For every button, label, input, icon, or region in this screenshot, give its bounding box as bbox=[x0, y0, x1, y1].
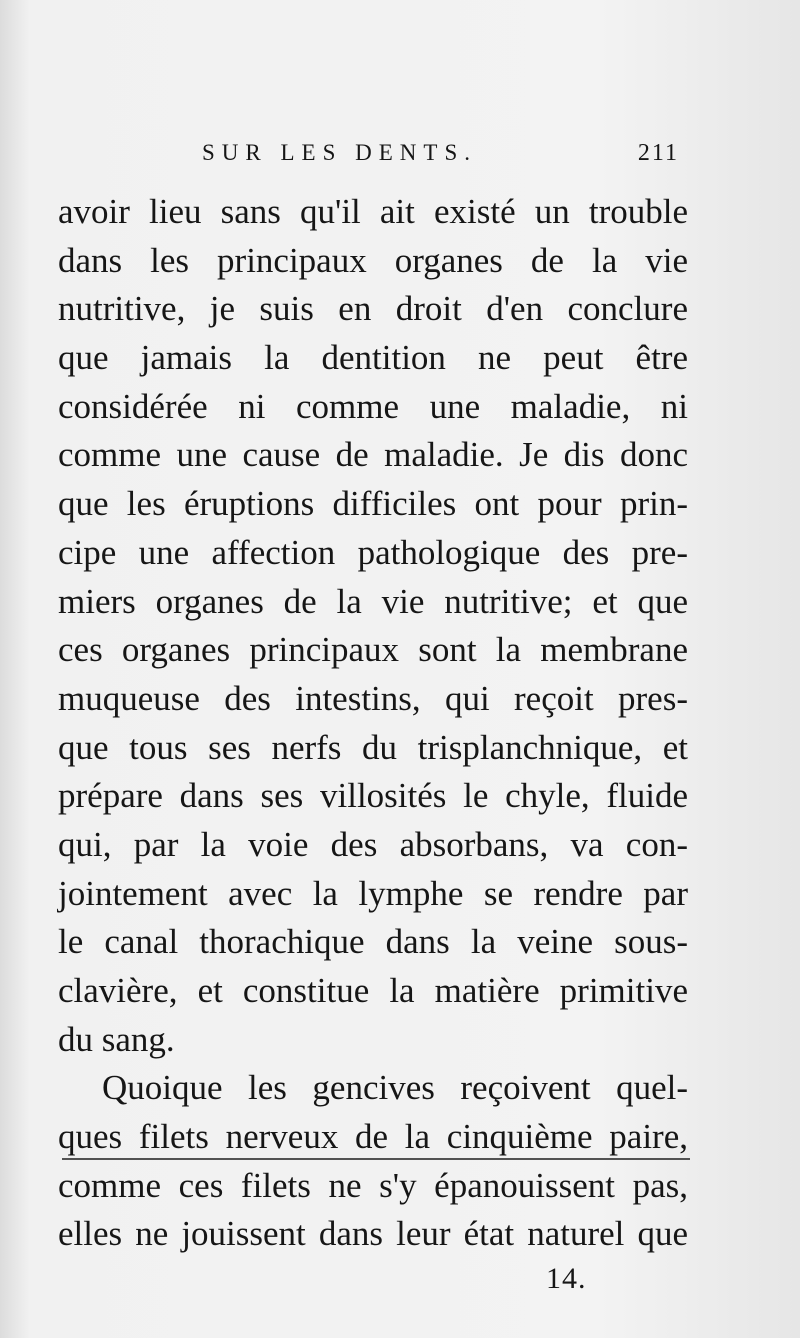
running-title: SUR LES DENTS. bbox=[202, 140, 477, 165]
underline-mark bbox=[62, 1158, 690, 1160]
text-line: elles ne jouissent dans leur état naturel que bbox=[58, 1214, 688, 1254]
text-line: miers organes de la vie nutritive; et que bbox=[58, 581, 688, 621]
text-line: prépare dans ses villosités le chyle, fluide bbox=[58, 776, 688, 816]
text-line: nutritive, je suis en droit d'en conclure bbox=[58, 289, 688, 329]
text-line: que tous ses nerfs du trisplanchnique, et bbox=[58, 727, 688, 767]
text-line: du sang. bbox=[58, 1019, 175, 1059]
text-line: avoir lieu sans qu'il ait existé un trouble bbox=[58, 192, 688, 231]
signature-mark: 14. bbox=[546, 1262, 587, 1295]
paragraph-1 bbox=[58, 188, 688, 1064]
text-line: muqueuse des intestins, qui reçoit pres- bbox=[58, 678, 688, 718]
running-head bbox=[60, 140, 685, 170]
text-line: dans les principaux organes de la vie bbox=[58, 240, 688, 280]
text-line: comme ces filets ne s'y épanouissent pas, bbox=[58, 1165, 688, 1205]
text-line: ces organes principaux sont la membrane bbox=[58, 630, 688, 670]
text-line: ques filets nerveux de la cinquième paire, bbox=[58, 1117, 688, 1157]
text-block bbox=[58, 188, 688, 1259]
text-line: considérée ni comme une maladie, ni bbox=[58, 386, 688, 426]
text-line: que jamais la dentition ne peut être bbox=[58, 338, 688, 378]
text-line: Quoique les gencives reçoivent quel- bbox=[102, 1068, 688, 1108]
page-number: 211 bbox=[637, 140, 679, 166]
paragraph-2 bbox=[58, 1064, 688, 1259]
text-line: cipe une affection pathologique des pre- bbox=[58, 532, 688, 572]
text-line: que les éruptions difficiles ont pour prin- bbox=[58, 484, 688, 524]
text-line: le canal thorachique dans la veine sous- bbox=[58, 922, 688, 962]
text-line: qui, par la voie des absorbans, va con- bbox=[58, 824, 688, 864]
text-line: jointement avec la lymphe se rendre par bbox=[58, 873, 688, 913]
text-line: clavière, et constitue la matière primitive bbox=[58, 971, 688, 1010]
text-line: comme une cause de maladie. Je dis donc bbox=[58, 435, 688, 475]
